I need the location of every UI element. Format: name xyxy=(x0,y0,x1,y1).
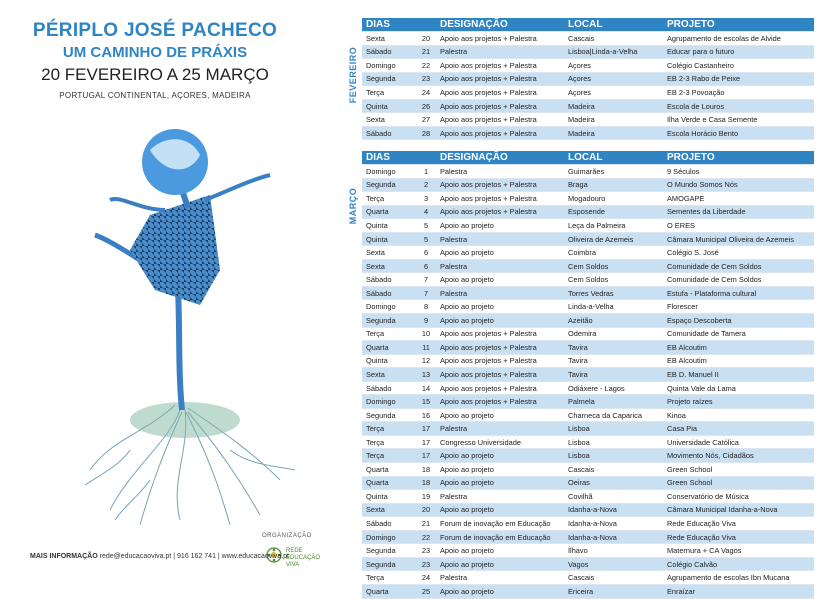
table-row xyxy=(362,314,814,328)
table-header-row xyxy=(362,18,814,32)
fevereiro-table xyxy=(362,18,814,140)
day-cell: Sexta xyxy=(362,259,416,273)
day-number-cell: 23 xyxy=(416,557,436,571)
projeto-cell: AMOGAPE xyxy=(667,193,705,203)
designacao-cell: Apoio aos projetos + Palestra xyxy=(436,99,564,113)
local-cell: Cascais xyxy=(568,573,595,583)
table-row xyxy=(362,259,814,273)
day-number-cell: 3 xyxy=(423,193,429,203)
fevereiro-vertical-label: FEVEREIRO xyxy=(348,46,358,103)
day-number-cell: 14 xyxy=(421,383,431,393)
table-row xyxy=(362,408,814,422)
designacao-cell: Apoio aos projetos + Palestra xyxy=(440,33,537,43)
projeto-cell: Escola Horácio Bento xyxy=(663,126,814,140)
day-number-cell: 9 xyxy=(416,314,436,328)
day-cell: Sexta xyxy=(366,248,385,258)
table-row xyxy=(362,449,814,463)
col-projeto: PROJETO xyxy=(663,18,814,32)
table-row xyxy=(362,557,814,571)
local-cell: Covilhã xyxy=(568,491,593,501)
col-projeto: PROJETO xyxy=(663,151,814,165)
day-number-cell: 2 xyxy=(416,178,436,192)
marco-table xyxy=(362,151,814,599)
day-number-cell: 5 xyxy=(416,232,436,246)
day-cell: Quarta xyxy=(362,584,416,598)
table-row xyxy=(362,490,814,504)
day-cell: Sábado xyxy=(362,126,416,140)
table-row xyxy=(362,341,814,355)
day-number-cell: 7 xyxy=(416,286,436,300)
local-cell: Coimbra xyxy=(568,248,596,258)
table-row xyxy=(362,273,814,287)
designacao-cell: Apoio aos projetos + Palestra xyxy=(436,395,564,409)
designacao-cell: Congresso Universidade xyxy=(440,437,521,447)
projeto-cell: Enraízar xyxy=(663,584,814,598)
projeto-cell: Casa Pia xyxy=(663,422,814,436)
designacao-cell: Apoio ao projeto xyxy=(440,464,494,474)
table-row xyxy=(362,113,814,127)
designacao-cell: Apoio ao projeto xyxy=(440,248,494,258)
day-number-cell: 20 xyxy=(416,503,436,517)
projeto-cell: Universidade Católica xyxy=(667,437,739,447)
day-number-cell: 15 xyxy=(416,395,436,409)
designacao-cell: Apoio ao projeto xyxy=(436,503,564,517)
table-row xyxy=(362,45,814,59)
day-cell: Sábado xyxy=(366,275,392,285)
designacao-cell: Apoio ao projeto xyxy=(440,302,494,312)
designacao-cell: Apoio ao projeto xyxy=(440,275,494,285)
day-cell: Quinta xyxy=(362,232,416,246)
local-cell: Lisboa xyxy=(564,449,663,463)
table-row xyxy=(362,32,814,46)
footer-label: MAIS INFORMAÇÃO xyxy=(30,553,98,560)
day-cell: Sexta xyxy=(362,503,416,517)
day-number-cell: 22 xyxy=(421,60,431,70)
dancing-figure-illustration xyxy=(70,120,310,530)
projeto-cell: 9 Séculos xyxy=(667,166,700,176)
projeto-cell: Sementes da Liberdade xyxy=(663,205,814,219)
local-cell: Idanha-a-Nova xyxy=(568,518,617,528)
local-cell: Oeiras xyxy=(564,476,663,490)
projeto-cell: EB Alcoutim xyxy=(667,356,707,366)
local-cell: Lisboa xyxy=(568,437,590,447)
table-row xyxy=(362,368,814,382)
day-number-cell: 28 xyxy=(416,126,436,140)
projeto-cell: EB 2-3 Rabo de Peixe xyxy=(663,72,814,86)
designacao-cell: Apoio ao projeto xyxy=(436,476,564,490)
local-cell: Madeira xyxy=(564,99,663,113)
projeto-cell: Maternura + CA Vagos xyxy=(667,546,742,556)
designacao-cell: Palestra xyxy=(436,286,564,300)
table-row xyxy=(362,327,814,341)
local-cell: Odiáxere - Lagos xyxy=(568,383,625,393)
day-number-cell: 19 xyxy=(421,491,431,501)
projeto-cell: Espaço Descoberta xyxy=(663,314,814,328)
day-number-cell: 21 xyxy=(416,45,436,59)
projeto-cell: Estufa - Plataforma cultural xyxy=(663,286,814,300)
local-cell: Madeira xyxy=(564,126,663,140)
local-cell: Cascais xyxy=(568,464,595,474)
designacao-cell: Apoio aos projetos + Palestra xyxy=(440,115,537,125)
date-range: 20 FEVEREIRO A 25 MARÇO xyxy=(41,65,269,84)
table-row xyxy=(362,530,814,544)
day-cell: Sábado xyxy=(362,286,416,300)
table-row xyxy=(362,219,814,233)
projeto-cell: Kinoa xyxy=(667,410,686,420)
designacao-cell: Forum de inovação em Educação xyxy=(436,530,564,544)
projeto-cell: Educar para o futuro xyxy=(663,45,814,59)
designacao-cell: Forum de inovação em Educação xyxy=(440,518,551,528)
table-row xyxy=(362,86,814,100)
day-cell: Sábado xyxy=(366,518,392,528)
day-cell: Domingo xyxy=(362,530,416,544)
day-number-cell: 18 xyxy=(421,464,431,474)
poster-left-panel xyxy=(0,0,345,585)
local-cell: Esposende xyxy=(564,205,663,219)
table-row xyxy=(362,584,814,598)
designacao-cell: Apoio aos projetos + Palestra xyxy=(440,193,537,203)
local-cell: Odemira xyxy=(568,329,597,339)
designacao-cell: Apoio aos projetos + Palestra xyxy=(440,60,537,70)
day-number-cell: 22 xyxy=(416,530,436,544)
local-cell: Ericeira xyxy=(564,584,663,598)
page-title: PÉRIPLO JOSÉ PACHECO xyxy=(32,20,278,41)
projeto-cell: Comunidade de Tamera xyxy=(667,329,746,339)
projeto-cell: Colégio Castanheiro xyxy=(667,60,734,70)
day-number-cell: 21 xyxy=(421,518,431,528)
projeto-cell: Ilha Verde e Casa Semente xyxy=(667,115,758,125)
projeto-cell: Quinta Vale da Lama xyxy=(667,383,736,393)
designacao-cell: Palestra xyxy=(436,232,564,246)
local-cell: Ílhavo xyxy=(568,546,588,556)
projeto-cell: Conservatório de Música xyxy=(667,491,749,501)
day-number-cell: 17 xyxy=(416,449,436,463)
designacao-cell: Apoio ao projeto xyxy=(436,449,564,463)
projeto-cell: Agrupamento de escolas de Alvide xyxy=(667,33,781,43)
day-number-cell: 4 xyxy=(416,205,436,219)
day-number-cell: 6 xyxy=(416,259,436,273)
local-cell: Braga xyxy=(564,178,663,192)
local-cell: Madeira xyxy=(568,115,595,125)
projeto-cell: Comunidade de Cem Soldos xyxy=(663,259,814,273)
day-number-cell: 7 xyxy=(423,275,429,285)
day-number-cell: 23 xyxy=(421,546,431,556)
day-cell: Domingo xyxy=(366,302,396,312)
local-cell: Leça da Palmeira xyxy=(568,220,626,230)
table-row xyxy=(362,192,814,206)
designacao-cell: Apoio aos projetos + Palestra xyxy=(436,341,564,355)
local-cell: Açores xyxy=(568,87,592,97)
day-cell: Quarta xyxy=(366,464,389,474)
projeto-cell: Projeto raízes xyxy=(663,395,814,409)
day-cell: Sexta xyxy=(362,368,416,382)
table-header-row xyxy=(362,151,814,165)
col-dias: DIAS xyxy=(362,151,436,165)
table-row xyxy=(362,165,814,179)
table-row xyxy=(362,571,814,585)
local-cell: Açores xyxy=(564,72,663,86)
day-number-cell: 17 xyxy=(416,422,436,436)
table-row xyxy=(362,59,814,73)
table-row xyxy=(362,178,814,192)
projeto-cell: Câmara Municipal Idanha-a-Nova xyxy=(663,503,814,517)
day-number-cell: 8 xyxy=(423,302,429,312)
marco-vertical-label: MARÇO xyxy=(348,187,358,225)
projeto-cell: Movimento Nós, Cidadãos xyxy=(663,449,814,463)
day-number-cell: 24 xyxy=(421,573,431,583)
day-cell: Sexta xyxy=(366,33,385,43)
designacao-cell: Apoio aos projetos + Palestra xyxy=(436,72,564,86)
day-cell: Domingo xyxy=(362,395,416,409)
table-row xyxy=(362,503,814,517)
designacao-cell: Apoio ao projeto xyxy=(440,546,494,556)
local-cell: Cem Soldos xyxy=(564,259,663,273)
table-row xyxy=(362,422,814,436)
col-local: LOCAL xyxy=(564,18,663,32)
day-cell: Terça xyxy=(362,422,416,436)
day-cell: Quarta xyxy=(362,476,416,490)
local-cell: Oliveira de Azemeis xyxy=(564,232,663,246)
day-cell: Segunda xyxy=(362,178,416,192)
designacao-cell: Palestra xyxy=(440,166,468,176)
table-row xyxy=(362,72,814,86)
day-number-cell: 27 xyxy=(421,115,431,125)
local-cell: Idanha-a-Nova xyxy=(564,503,663,517)
table-row xyxy=(362,246,814,260)
projeto-cell: O Mundo Somos Nós xyxy=(663,178,814,192)
day-cell: Quinta xyxy=(366,356,388,366)
day-number-cell: 23 xyxy=(416,72,436,86)
footer-contact-info: rede@educacaoviva.pt | 916 162 741 | www.educacaoviva.pt xyxy=(99,553,289,560)
day-cell: Quarta xyxy=(362,341,416,355)
day-cell: Terça xyxy=(362,449,416,463)
table-row xyxy=(362,463,814,477)
designacao-cell: Apoio aos projetos + Palestra xyxy=(440,356,537,366)
designacao-cell: Apoio ao projeto xyxy=(436,557,564,571)
col-local: LOCAL xyxy=(564,151,663,165)
projeto-cell: Agrupamento de escolas Ibn Mucana xyxy=(667,573,790,583)
designacao-cell: Apoio ao projeto xyxy=(440,220,494,230)
designacao-cell: Apoio aos projetos + Palestra xyxy=(436,126,564,140)
local-cell: Cascais xyxy=(568,33,595,43)
regions: PORTUGAL CONTINENTAL, AÇORES, MADEIRA xyxy=(59,91,251,100)
projeto-cell: EB D. Manuel II xyxy=(663,368,814,382)
designacao-cell: Apoio aos projetos + Palestra xyxy=(440,383,537,393)
col-dias: DIAS xyxy=(362,18,436,32)
designacao-cell: Apoio aos projetos + Palestra xyxy=(436,205,564,219)
day-number-cell: 20 xyxy=(421,33,431,43)
designacao-cell: Apoio ao projeto xyxy=(436,584,564,598)
day-cell: Sexta xyxy=(366,115,385,125)
projeto-cell: Colégio S. José xyxy=(667,248,719,258)
footer-contact xyxy=(30,553,289,560)
day-cell: Quarta xyxy=(362,205,416,219)
day-number-cell: 18 xyxy=(416,476,436,490)
day-cell: Segunda xyxy=(362,72,416,86)
projeto-cell: EB Alcoutim xyxy=(663,341,814,355)
day-number-cell: 10 xyxy=(421,329,431,339)
local-cell: Torres Vedras xyxy=(564,286,663,300)
day-number-cell: 6 xyxy=(423,248,429,258)
day-cell: Segunda xyxy=(366,546,396,556)
day-cell: Domingo xyxy=(366,166,396,176)
designacao-cell: Apoio ao projeto xyxy=(440,410,494,420)
day-cell: Segunda xyxy=(362,557,416,571)
local-cell: Açores xyxy=(568,60,592,70)
day-cell: Quinta xyxy=(366,491,388,501)
col-designacao: DESIGNAÇÃO xyxy=(436,18,564,32)
day-cell: Terça xyxy=(366,329,385,339)
day-number-cell: 26 xyxy=(416,99,436,113)
table-row xyxy=(362,517,814,531)
day-number-cell: 1 xyxy=(423,166,429,176)
local-cell: Azeitão xyxy=(564,314,663,328)
local-cell: Mogadouro xyxy=(568,193,606,203)
day-cell: Terça xyxy=(366,573,385,583)
projeto-cell: Rede Educação Viva xyxy=(667,518,736,528)
day-cell: Domingo xyxy=(366,60,396,70)
local-cell: Lisboa xyxy=(564,422,663,436)
table-row xyxy=(362,126,814,140)
table-row xyxy=(362,205,814,219)
day-cell: Quinta xyxy=(362,99,416,113)
day-cell: Quinta xyxy=(366,220,388,230)
day-cell: Sábado xyxy=(366,383,392,393)
day-number-cell: 24 xyxy=(421,87,431,97)
table-row xyxy=(362,300,814,314)
local-cell: Lisboa|Linda-a-Velha xyxy=(564,45,663,59)
page-subtitle: UM CAMINHO DE PRÁXIS xyxy=(62,44,248,61)
day-number-cell: 16 xyxy=(421,410,431,420)
designacao-cell: Apoio aos projetos + Palestra xyxy=(440,329,537,339)
table-row xyxy=(362,476,814,490)
table-row xyxy=(362,354,814,368)
projeto-cell: Comunidade de Cem Soldos xyxy=(667,275,762,285)
local-cell: Tavira xyxy=(568,356,588,366)
designacao-cell: Palestra xyxy=(440,573,468,583)
designacao-cell: Apoio ao projeto xyxy=(436,314,564,328)
local-cell: Linda-a-Velha xyxy=(568,302,614,312)
projeto-cell: EB 2-3 Povoação xyxy=(667,87,725,97)
day-cell: Terça xyxy=(366,437,385,447)
table-row xyxy=(362,381,814,395)
local-cell: Cem Soldos xyxy=(568,275,609,285)
day-cell: Segunda xyxy=(362,314,416,328)
day-number-cell: 12 xyxy=(421,356,431,366)
table-row xyxy=(362,435,814,449)
organization-name: REDE EDUCAÇÃO VIVA xyxy=(286,548,321,568)
designacao-cell: Apoio aos projetos + Palestra xyxy=(440,87,537,97)
day-number-cell: 17 xyxy=(421,437,431,447)
projeto-cell: Green School xyxy=(667,464,713,474)
projeto-cell: O ERES xyxy=(667,220,695,230)
day-cell: Terça xyxy=(366,193,385,203)
day-number-cell: 13 xyxy=(416,368,436,382)
projeto-cell: Green School xyxy=(663,476,814,490)
day-cell: Segunda xyxy=(366,410,396,420)
day-number-cell: 25 xyxy=(416,584,436,598)
col-designacao: DESIGNAÇÃO xyxy=(436,151,564,165)
local-cell: Guimarães xyxy=(568,166,605,176)
projeto-cell: Florescer xyxy=(667,302,698,312)
designacao-cell: Palestra xyxy=(436,422,564,436)
projeto-cell: Colégio Calvão xyxy=(663,557,814,571)
day-cell: Terça xyxy=(366,87,385,97)
day-cell: Sábado xyxy=(362,45,416,59)
designacao-cell: Palestra xyxy=(436,259,564,273)
local-cell: Tavira xyxy=(564,368,663,382)
day-number-cell: 5 xyxy=(423,220,429,230)
organization-label: ORGANIZAÇÃO xyxy=(262,533,312,539)
designacao-cell: Apoio aos projetos + Palestra xyxy=(436,368,564,382)
local-cell: Vagos xyxy=(564,557,663,571)
designacao-cell: Apoio aos projetos + Palestra xyxy=(436,178,564,192)
projeto-cell: Câmara Municipal Oliveira de Azemeis xyxy=(663,232,814,246)
table-row xyxy=(362,544,814,558)
table-row xyxy=(362,232,814,246)
local-cell: Palmela xyxy=(564,395,663,409)
local-cell: Charneca da Caparica xyxy=(568,410,642,420)
table-row xyxy=(362,99,814,113)
table-row xyxy=(362,286,814,300)
designacao-cell: Palestra xyxy=(436,45,564,59)
projeto-cell: Rede Educação Viva xyxy=(663,530,814,544)
projeto-cell: Escola de Louros xyxy=(663,99,814,113)
designacao-cell: Palestra xyxy=(440,491,468,501)
local-cell: Idanha-a-Nova xyxy=(564,530,663,544)
local-cell: Tavira xyxy=(564,341,663,355)
day-number-cell: 11 xyxy=(416,341,436,355)
table-row xyxy=(362,395,814,409)
